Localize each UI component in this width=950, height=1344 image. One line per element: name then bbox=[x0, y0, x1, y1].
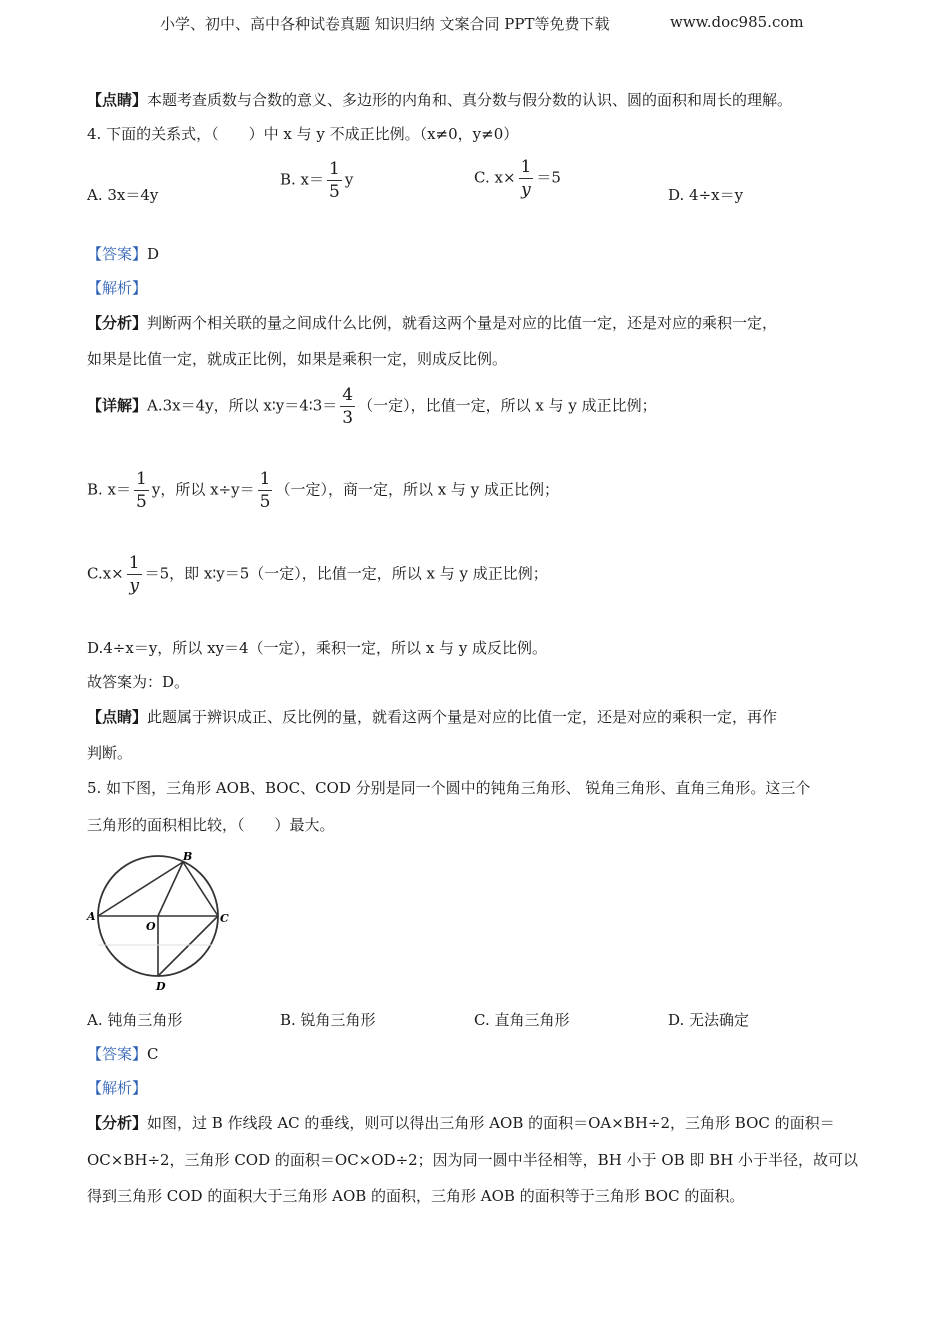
label-c: C bbox=[220, 912, 229, 925]
q5-option-d: D. 无法确定 bbox=[668, 1011, 750, 1029]
fraction: $\frac{1}{5}$ bbox=[329, 159, 340, 202]
q5-answer bbox=[87, 1044, 159, 1064]
q4-conclusion: 故答案为：D。 bbox=[87, 673, 190, 691]
q4-dianjing-line-2: 判断。 bbox=[87, 744, 133, 762]
q5-fenxi-line-3: 得到三角形 COD 的面积大于三角形 AOB 的面积，三角形 AOB 的面积等于三角形 BOC 的面积。 bbox=[87, 1187, 745, 1205]
q5-fenxi-line-1: 【分析】如图，过 B 作线段 AC 的垂线，则可以得出三角形 AOB 的面积＝OA×BH÷2，三角形 BOC 的面积＝ bbox=[87, 1114, 835, 1132]
answer-tag: 【答案】 bbox=[87, 245, 148, 263]
circle-triangle-figure bbox=[82, 850, 242, 995]
dianjing-text: 本题考查质数与合数的意义、多边形的内角和、真分数与假分数的认识、圆的面积和周长的理解。 bbox=[147, 91, 793, 109]
answer-tag: 【答案】 bbox=[87, 1045, 148, 1063]
dianjing-tag: 【点睛】 bbox=[87, 91, 148, 109]
answer-value: D bbox=[147, 245, 160, 263]
q5-stem-line-2: 三角形的面积相比较，（ ）最大。 bbox=[87, 816, 335, 834]
header-left-text: 小学、初中、高中各种试卷真题 知识归纳 文案合同 PPT等免费下载 bbox=[160, 15, 610, 33]
fraction: $\frac{1}{5}$ bbox=[136, 469, 147, 512]
q5-jiexi-tag: 【解析】 bbox=[87, 1079, 148, 1097]
q4-option-d: D. 4÷x＝y bbox=[668, 186, 744, 204]
fraction: $\frac{1}{5}$ bbox=[259, 469, 271, 512]
q4-stem: 4. 下面的关系式，（ ）中 x 与 y 不成正比例。（x≠0，y≠0） bbox=[87, 125, 519, 143]
fraction: $\frac{1}{y}$ bbox=[128, 553, 140, 596]
label-o: O bbox=[146, 920, 156, 933]
q5-option-b: B. 锐角三角形 bbox=[280, 1011, 376, 1029]
label-a: A bbox=[87, 910, 96, 923]
q5-option-c: C. 直角三角形 bbox=[474, 1011, 570, 1029]
q5-fenxi-line-2: OC×BH÷2，三角形 COD 的面积＝OC×OD÷2；因为同一圆中半径相等，BH 小于 OB 即 BH 小于半径，故可以 bbox=[87, 1151, 859, 1169]
q4-option-c: C. x× $\frac{1}{y}$ ＝5 bbox=[474, 157, 561, 200]
label-b: B bbox=[183, 850, 193, 863]
q4-detail-a: 【详解】A.3x＝4y，所以 x∶y＝4∶3＝ $\frac{4}{3}$ （一定），比值一定，所以 x 与 y 成正比例； bbox=[87, 385, 657, 428]
header-url[interactable]: www.doc985.com bbox=[670, 13, 804, 31]
segment-bc bbox=[183, 862, 218, 916]
answer-value: C bbox=[147, 1045, 159, 1063]
q4-answer bbox=[87, 244, 159, 264]
q3-dianjing bbox=[87, 90, 792, 110]
q4-fenxi-line-2: 如果是比值一定，就成正比例，如果是乘积一定，则成反比例。 bbox=[87, 350, 508, 368]
fraction: $\frac{4}{3}$ bbox=[342, 385, 354, 428]
q4-detail-b: B. x＝ $\frac{1}{5}$ y，所以 x÷y＝ $\frac{1}{5}$ （一定），商一定，所以 x 与 y 成正比例； bbox=[87, 469, 559, 512]
q4-jiexi-tag: 【解析】 bbox=[87, 279, 148, 297]
q4-detail-c: C.x× $\frac{1}{y}$ ＝5，即 x∶y＝5（一定），比值一定，所以 x 与 y 成正比例； bbox=[87, 553, 548, 596]
label-d: D bbox=[156, 980, 166, 993]
q4-dianjing-line-1: 【点睛】此题属于辨识成正、反比例的量，就看这两个量是对应的比值一定，还是对应的乘积一定，再作 bbox=[87, 708, 778, 726]
fraction: $\frac{1}{y}$ bbox=[520, 157, 532, 200]
q4-option-b: B. x＝ $\frac{1}{5}$ y bbox=[280, 159, 354, 202]
q4-detail-d: D.4÷x＝y，所以 xy＝4（一定），乘积一定，所以 x 与 y 成反比例。 bbox=[87, 639, 548, 657]
q5-stem-line-1: 5. 如下图，三角形 AOB、BOC、COD 分别是同一个圆中的钝角三角形、 锐角三角形、直角三角形。这三个 bbox=[87, 779, 811, 797]
q4-option-a: A. 3x＝4y bbox=[87, 186, 159, 204]
q5-option-a: A. 钝角三角形 bbox=[87, 1011, 183, 1029]
q4-fenxi-line-1: 【分析】判断两个相关联的量之间成什么比例，就看这两个量是对应的比值一定，还是对应的乘积一定， bbox=[87, 314, 778, 332]
